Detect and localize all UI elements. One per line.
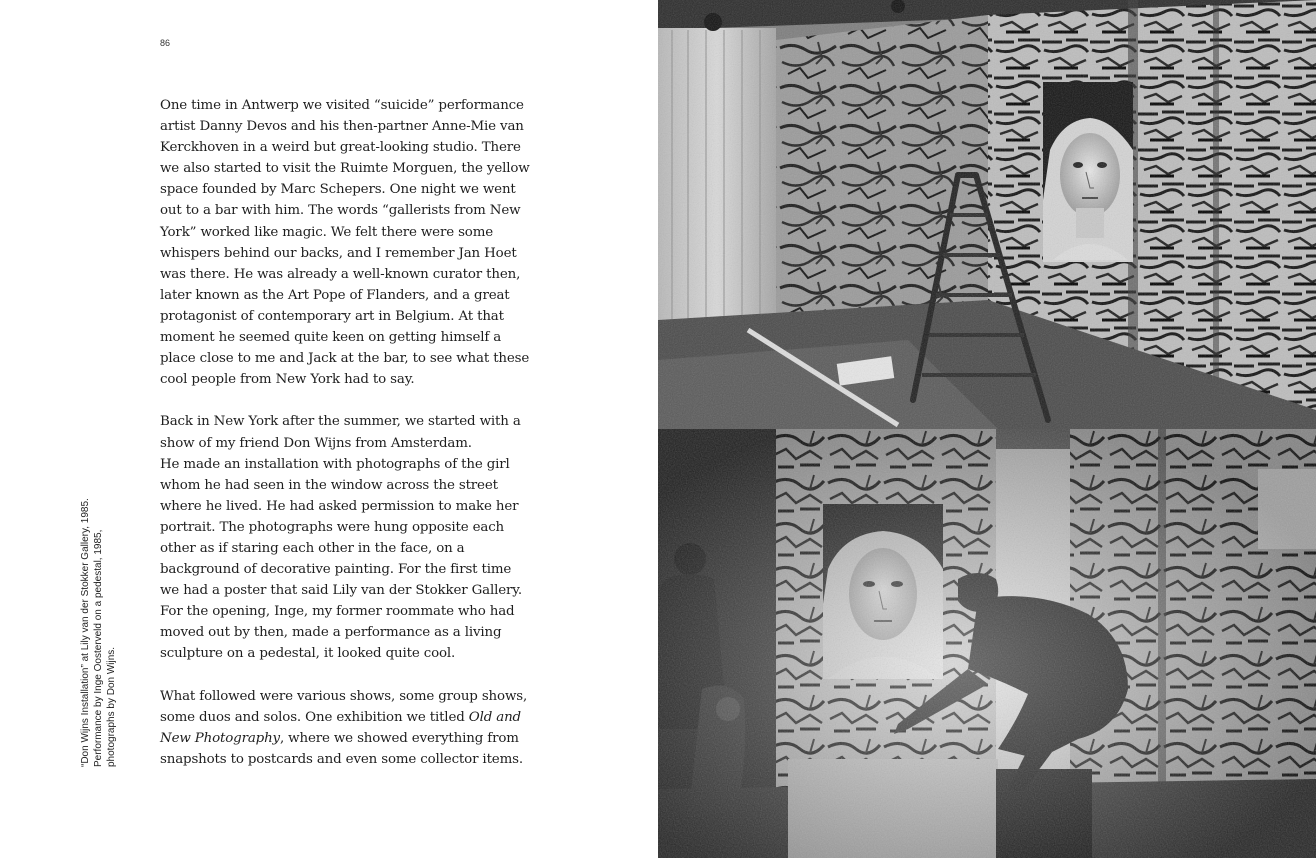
paragraph-3 xyxy=(160,686,530,770)
paragraph-2 xyxy=(160,411,530,664)
performance-photo xyxy=(658,429,1316,858)
caption-line-1: “Don Wijns Installation” at Lily van der Stokker Gallery, 1985. xyxy=(80,498,91,767)
paragraph-2-intro: Back in New York after the summer, we started with a show of my friend Don Wijns from Amsterdam. xyxy=(160,414,521,451)
paragraph-3-start: What followed were various shows, some group shows, some duos and solos. One exhibition we titled xyxy=(160,688,528,725)
body-text xyxy=(160,95,530,791)
caption-line-2: Performance by Inge Oosterveld on a pedestal, 1985, xyxy=(93,529,104,767)
caption-line-3: photographs by Don Wijns. xyxy=(106,646,117,767)
photo-performance-bottom xyxy=(658,429,1316,858)
paragraph-2-body: He made an installation with photographs of the girl whom he had seen in the window across the street where he lived. He had asked permission to make her portrait. The photographs were hung opposite each other as if staring each other in the face, on a background of decorative painting. For the first time we had a poster that said Lily van der Stokker Gallery. For the opening, Inge, my former roommate who had moved out by then, made a performance as a living sculpture on a pedestal, it looked quite cool. xyxy=(160,456,523,662)
exhibition-title: Old and New Photography xyxy=(160,709,521,746)
paragraph-1: One time in Antwerp we visited “suicide” performance artist Danny Devos and his then-partner Anne-Mie van Kerckhoven in a weird but great-looking studio. There we also started to visit the Ruimte Morguen, the yellow space founded by Marc Schepers. One night we went out to a bar with him. The words “gallerists from New York” worked like magic. We felt there were some whispers behind our backs, and I remember Jan Hoet was there. He was already a well-known curator then, later known as the Art Pope of Flanders, and a great protagonist of contemporary art in Belgium. At that moment he seemed quite keen on getting himself a place close to me and Jack at the bar, to see what these cool people from New York had to say. xyxy=(160,98,530,388)
page-number: 86 xyxy=(160,38,171,48)
installation-photo xyxy=(658,0,1316,429)
paragraph-3-end: , where we showed everything from snapshots to postcards and even some collector items. xyxy=(160,730,523,767)
photo-caption xyxy=(79,487,118,767)
photo-installation-top xyxy=(658,0,1316,429)
